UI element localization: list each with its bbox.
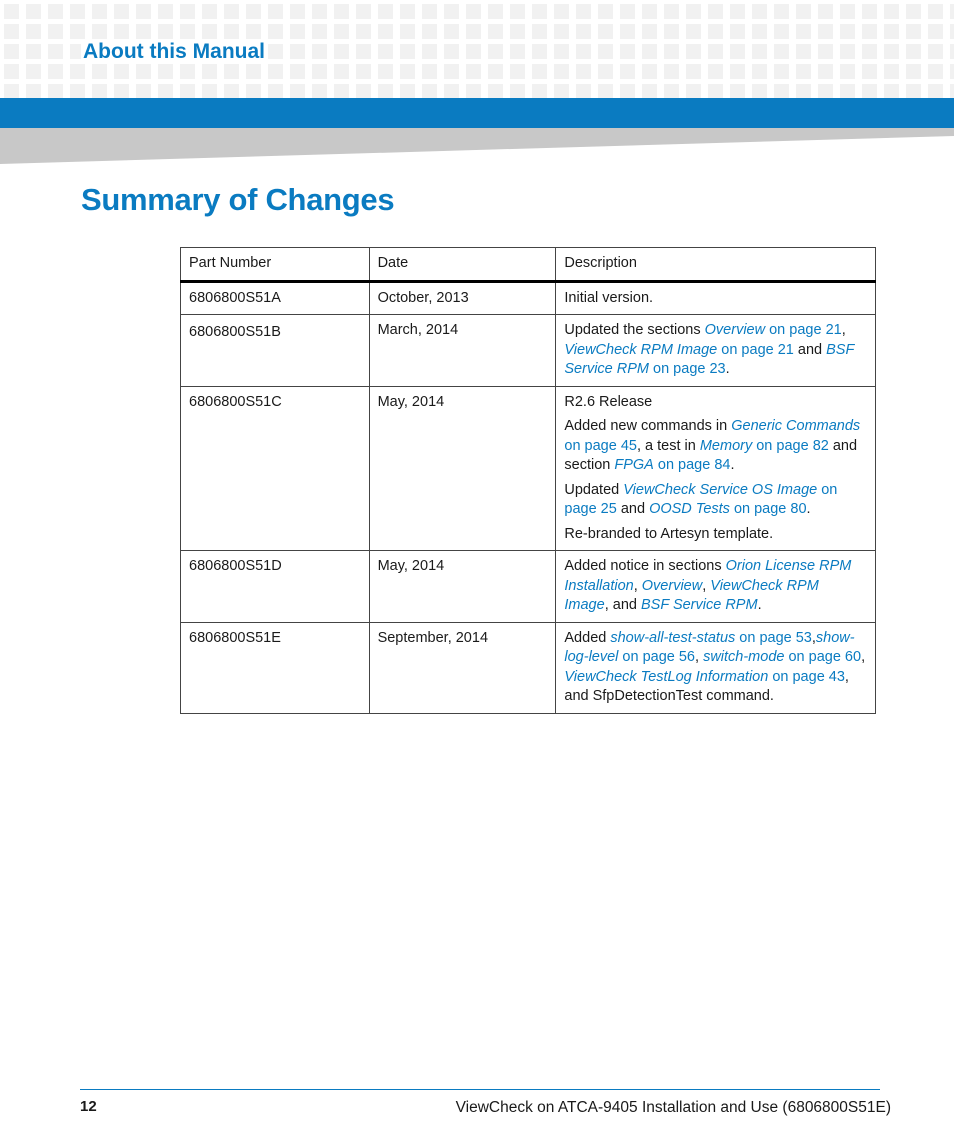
- link-show-log-level[interactable]: show-log-level on page 56: [564, 629, 855, 665]
- desc-paragraph: [564, 481, 867, 520]
- header-blue-bar: [0, 98, 954, 128]
- desc-text: ,: [841, 322, 846, 338]
- cell-description: [556, 386, 876, 551]
- link-overview[interactable]: Overview: [641, 577, 703, 594]
- link-show-all-test-status[interactable]: show-all-test-status on page 53: [610, 629, 812, 646]
- desc-text: , a test in: [636, 437, 700, 454]
- cell-part-number: 6806800S51D: [181, 551, 370, 623]
- link-fpga[interactable]: FPGA on page 84: [614, 457, 731, 473]
- cell-part-number: 6806800S51A: [181, 281, 370, 315]
- link-memory[interactable]: Memory on page 82: [699, 437, 829, 454]
- cell-date: October, 2013: [369, 281, 556, 315]
- desc-text: Updated the sections: [564, 322, 705, 338]
- cell-date: March, 2014: [369, 315, 556, 387]
- desc-paragraph: Re-branded to Artesyn template.: [564, 525, 774, 542]
- desc-text: , and SfpDetectionTest command.: [564, 668, 849, 704]
- link-overview[interactable]: Overview on page 21: [704, 322, 842, 338]
- desc-text: Updated: [564, 481, 624, 498]
- desc-text: ,: [695, 649, 704, 665]
- desc-text: .: [730, 457, 735, 473]
- desc-text: , and: [604, 597, 641, 613]
- desc-text: and section: [564, 437, 858, 473]
- link-bsf-service-rpm[interactable]: BSF Service RPM: [640, 597, 758, 613]
- table-row: [181, 386, 876, 551]
- table-row: [181, 315, 876, 387]
- cell-date: May, 2014: [369, 386, 556, 551]
- summary-of-changes-table: [180, 247, 876, 714]
- cell-part-number: 6806800S51C: [181, 386, 370, 551]
- cell-description: [556, 622, 876, 713]
- link-viewcheck-service-os-image[interactable]: ViewCheck Service OS Image on page 25: [564, 481, 838, 517]
- cell-date: September, 2014: [369, 622, 556, 713]
- desc-paragraph: R2.6 Release: [564, 393, 653, 410]
- link-bsf-service-rpm[interactable]: BSF Service RPM on page 23: [564, 341, 855, 377]
- part-number-text: 6806800S51B: [189, 324, 281, 340]
- link-viewcheck-rpm-image[interactable]: ViewCheck RPM Image: [564, 577, 819, 613]
- desc-paragraph: [564, 417, 867, 476]
- desc-text: .: [806, 501, 811, 517]
- link-oosd-tests[interactable]: OOSD Tests on page 80: [649, 501, 807, 517]
- section-title: About this Manual: [83, 40, 265, 63]
- column-header-part-number: Part Number: [181, 248, 370, 282]
- cell-description: [556, 315, 876, 387]
- desc-text: Added: [564, 629, 611, 646]
- desc-text: Added new commands in: [564, 418, 732, 434]
- desc-text: and: [793, 341, 827, 358]
- desc-text: ,: [633, 577, 642, 594]
- desc-text: .: [725, 361, 730, 377]
- cell-date: May, 2014: [369, 551, 556, 623]
- header-gray-wedge: [0, 128, 954, 164]
- cell-description: [556, 551, 876, 623]
- cell-part-number: [181, 315, 370, 387]
- link-viewcheck-rpm-image[interactable]: ViewCheck RPM Image on page 21: [564, 341, 794, 358]
- cell-part-number: 6806800S51E: [181, 622, 370, 713]
- page-number: 12: [80, 1098, 97, 1115]
- table-row: [181, 551, 876, 623]
- table-row: [181, 622, 876, 713]
- cell-description: Initial version.: [556, 281, 876, 315]
- desc-text: ,: [811, 629, 816, 646]
- column-header-date: Date: [369, 248, 556, 282]
- link-viewcheck-testlog-information[interactable]: ViewCheck TestLog Information on page 43: [564, 668, 845, 685]
- desc-text: ,: [861, 649, 866, 665]
- link-orion-license-rpm-installation[interactable]: Orion License RPM Installation: [564, 558, 852, 594]
- table-row: [181, 281, 876, 315]
- table-header-row: [181, 248, 876, 282]
- footer-document-title: ViewCheck on ATCA-9405 Installation and Use (6806800S51E): [455, 1099, 891, 1116]
- column-header-description: Description: [556, 248, 876, 282]
- desc-text: Added notice in sections: [564, 558, 726, 574]
- desc-text: .: [757, 597, 762, 613]
- link-generic-commands[interactable]: Generic Commands on page 45: [564, 418, 861, 454]
- page-title: Summary of Changes: [81, 182, 395, 217]
- footer-rule: [80, 1089, 880, 1090]
- desc-text: and: [616, 501, 650, 517]
- link-switch-mode[interactable]: switch-mode on page 60: [703, 649, 862, 665]
- desc-text: ,: [702, 577, 711, 594]
